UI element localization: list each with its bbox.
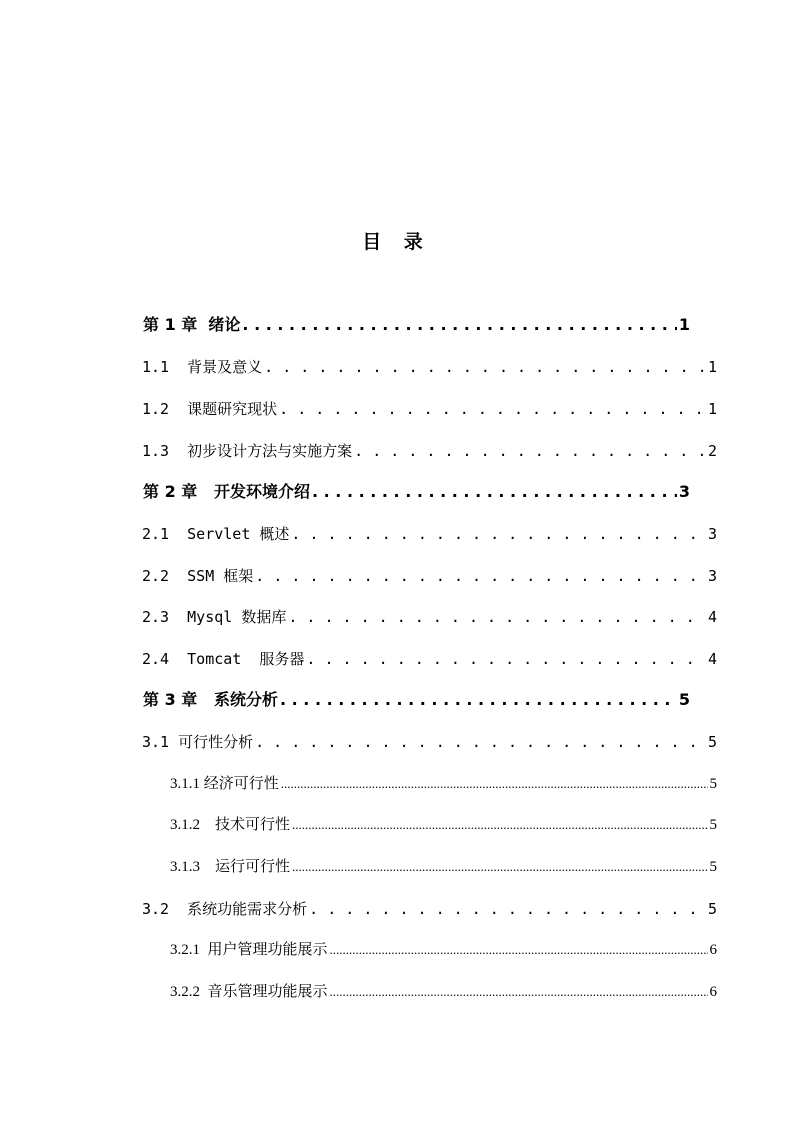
- toc-entry-1-3[interactable]: [142, 438, 717, 464]
- toc-entry-page: 4: [707, 650, 717, 668]
- toc-leader-dots: [306, 646, 706, 672]
- toc-entry-page: 5: [709, 859, 717, 875]
- toc-entry-3-1-2[interactable]: [170, 812, 717, 838]
- toc-entry-label: 3.2.1 用户管理功能展示: [170, 942, 328, 958]
- toc-entry-3-2[interactable]: [142, 896, 717, 922]
- toc-entry-label: 2.4 Tomcat 服务器: [142, 650, 305, 668]
- toc-leader-dots: [312, 479, 677, 505]
- toc-leader-dots: [242, 312, 676, 338]
- toc-entry-2-1[interactable]: [142, 521, 717, 547]
- toc-entry-2-4[interactable]: [142, 646, 717, 672]
- toc-entry-3-2-2[interactable]: [170, 979, 717, 1005]
- toc-leader-dots: [309, 896, 706, 922]
- page-title: 目 录: [362, 231, 431, 253]
- toc-entry-label: 2.3 Mysql 数据库: [142, 608, 287, 626]
- toc-entry-page: 6: [709, 942, 717, 958]
- toc-entry-chapter-3[interactable]: [143, 687, 690, 713]
- toc-leader-dots: [330, 979, 708, 1005]
- toc-leader-dots: [330, 937, 708, 963]
- toc-entry-page: 3: [678, 482, 690, 501]
- toc-leader-dots: [354, 438, 706, 464]
- toc-entry-label: 1.2 课题研究现状: [142, 400, 278, 418]
- toc-entry-label: 3.1 可行性分析: [142, 733, 254, 751]
- toc-entry-1-1[interactable]: [142, 354, 717, 380]
- toc-entry-page: 1: [707, 400, 717, 418]
- toc-entry-label: 2.1 Servlet 概述: [142, 525, 290, 543]
- toc-entry-2-3[interactable]: [142, 604, 717, 630]
- toc-entry-2-2[interactable]: [142, 563, 717, 589]
- toc-entry-3-1[interactable]: [142, 729, 717, 755]
- toc-entry-page: 1: [707, 358, 717, 376]
- toc-entry-page: 5: [707, 733, 717, 751]
- toc-leader-dots: [255, 563, 706, 589]
- toc-entry-label: 3.2 系统功能需求分析: [142, 900, 308, 918]
- toc-leader-dots: [292, 854, 707, 880]
- toc-leader-dots: [280, 687, 677, 713]
- toc-entry-label: 第 2 章 开发环境介绍: [143, 482, 310, 501]
- toc-entry-page: 4: [707, 608, 717, 626]
- toc-entry-chapter-1[interactable]: [143, 312, 690, 338]
- toc-entry-page: 5: [709, 817, 717, 833]
- toc-entry-page: 5: [709, 776, 717, 792]
- toc-entry-3-2-1[interactable]: [170, 937, 717, 963]
- toc-entry-label: 1.3 初步设计方法与实施方案: [142, 442, 353, 460]
- toc-entry-label: 3.2.2 音乐管理功能展示: [170, 984, 328, 1000]
- toc-leader-dots: [292, 812, 707, 838]
- toc-leader-dots: [255, 729, 706, 755]
- toc-entry-3-1-3[interactable]: [170, 854, 717, 880]
- toc-entry-label: 第 1 章 绪论: [143, 315, 241, 334]
- toc-entry-label: 2.2 SSM 框架: [142, 567, 254, 585]
- toc-entry-label: 3.1.3 运行可行性: [170, 859, 291, 875]
- toc-entry-page: 2: [707, 442, 717, 460]
- toc-entry-page: 6: [709, 984, 717, 1000]
- toc-leader-dots: [281, 771, 708, 797]
- toc-entry-page: 5: [707, 900, 717, 918]
- toc-entry-label: 第 3 章 系统分析: [143, 690, 278, 709]
- toc-entry-chapter-2[interactable]: [143, 479, 690, 505]
- toc-entry-label: 3.1.1 经济可行性: [170, 776, 279, 792]
- toc-entry-page: 1: [678, 315, 690, 334]
- toc-entry-label: 3.1.2 技术可行性: [170, 817, 291, 833]
- toc-entry-1-2[interactable]: [142, 396, 717, 422]
- toc-leader-dots: [264, 354, 706, 380]
- toc-entry-page: 3: [707, 525, 717, 543]
- toc-entry-label: 1.1 背景及意义: [142, 358, 263, 376]
- toc-leader-dots: [291, 521, 706, 547]
- toc-entry-3-1-1[interactable]: [170, 771, 717, 797]
- toc-leader-dots: [288, 604, 706, 630]
- toc-entry-page: 3: [707, 567, 717, 585]
- toc-entry-page: 5: [678, 690, 690, 709]
- toc-leader-dots: [279, 396, 706, 422]
